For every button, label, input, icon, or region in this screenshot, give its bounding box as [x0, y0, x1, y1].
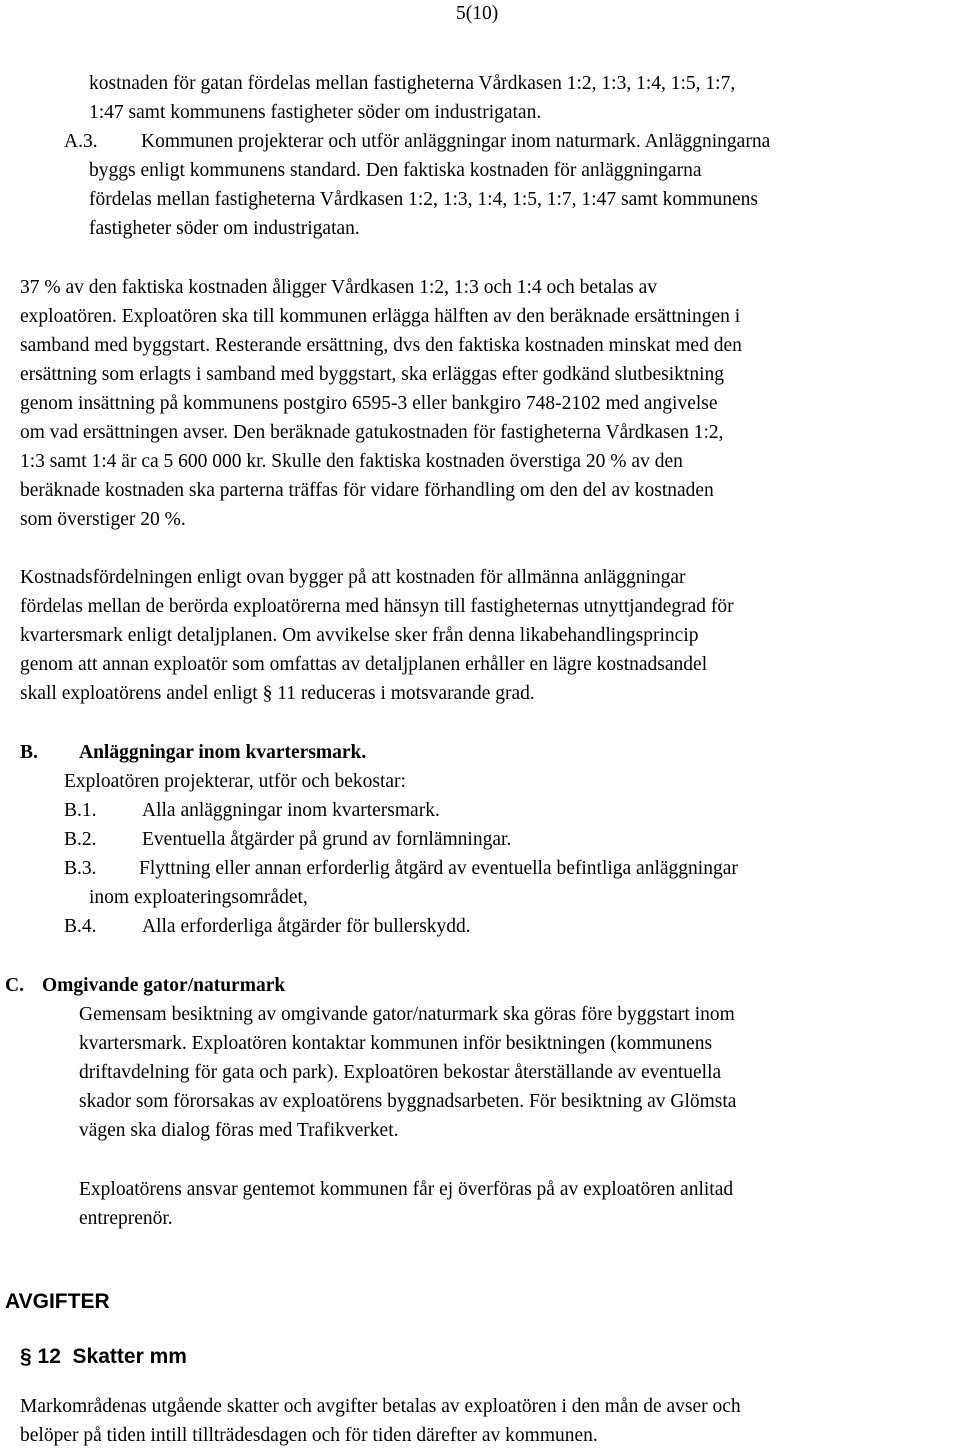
page-number: 5(10) — [456, 3, 499, 24]
text-line: 1:47 samt kommunens fastigheter söder om industrigatan. — [89, 102, 542, 123]
text-line: fastigheter söder om industrigatan. — [89, 218, 360, 239]
text-line: Kostnadsfördelningen enligt ovan bygger på att kostnaden för allmänna anläggningar — [20, 567, 686, 588]
text-line: genom insättning på kommunens postgiro 6595-3 eller bankgiro 748-2102 med angivelse — [20, 393, 718, 414]
text-line: om vad ersättningen avser. Den beräknade gatukostnaden för fastigheterna Vårdkasen 1:2, — [20, 422, 724, 443]
item-number: B.1. — [64, 800, 97, 821]
text-line: byggs enligt kommunens standard. Den faktiska kostnaden för anläggningarna — [89, 160, 702, 181]
paragraph-heading: § 12 Skatter mm — [20, 1345, 187, 1368]
item-text-continuation: inom exploateringsområdet, — [89, 887, 308, 908]
text-line: Kommunen projekterar och utför anläggningar inom naturmark. Anläggningarna — [141, 131, 771, 152]
item-number: B.3. — [64, 858, 97, 879]
item-text: Flyttning eller annan erforderlig åtgärd av eventuella befintliga anläggningar — [139, 858, 738, 879]
text-line: skador som förorsakas av exploatörens byggnadsarbeten. För besiktning av Glömsta — [79, 1091, 737, 1112]
text-line: kostnaden för gatan fördelas mellan fastigheterna Vårdkasen 1:2, 1:3, 1:4, 1:5, 1:7, — [89, 73, 736, 94]
text-line: Markområdenas utgående skatter och avgifter betalas av exploatören i den mån de avser och — [20, 1396, 741, 1417]
text-line: driftavdelning för gata och park). Exploatören bekostar återställande av eventuella — [79, 1062, 722, 1083]
text-line: fördelas mellan fastigheterna Vårdkasen 1:2, 1:3, 1:4, 1:5, 1:7, 1:47 samt kommunens — [89, 189, 759, 210]
section-title: Omgivande gator/naturmark — [42, 975, 286, 996]
text-line: Gemensam besiktning av omgivande gator/naturmark ska göras före byggstart inom — [79, 1004, 735, 1025]
text-line: fördelas mellan de berörda exploatörerna med hänsyn till fastigheternas utnyttjandegrad för — [20, 596, 734, 617]
item-text: Alla anläggningar inom kvartersmark. — [142, 800, 440, 821]
chapter-heading: AVGIFTER — [5, 1290, 110, 1313]
text-line: som överstiger 20 %. — [20, 509, 186, 530]
text-line: beräknade kostnaden ska parterna träffas för vidare förhandling om den del av kostnaden — [20, 480, 714, 501]
text-line: kvartersmark enligt detaljplanen. Om avvikelse sker från denna likabehandlingsprincip — [20, 625, 699, 646]
item-number: B.2. — [64, 829, 97, 850]
text-line: belöper på tiden intill tillträdesdagen och för tiden därefter av kommunen. — [20, 1425, 598, 1446]
item-number: A.3. — [64, 131, 98, 152]
text-line: samband med byggstart. Resterande ersättning, dvs den faktiska kostnaden minskat med den — [20, 335, 742, 356]
text-line: vägen ska dialog föras med Trafikverket. — [79, 1120, 399, 1141]
section-number: C. — [5, 975, 24, 996]
section-title: Anläggningar inom kvartersmark. — [79, 742, 367, 763]
text-line: exploatören. Exploatören ska till kommunen erlägga hälften av den beräknade ersättningen i — [20, 306, 741, 327]
text-line: ersättning som erlagts i samband med byggstart, ska erläggas efter godkänd slutbesiktning — [20, 364, 725, 385]
text-line: 37 % av den faktiska kostnaden åligger Vårdkasen 1:2, 1:3 och 1:4 och betalas av — [20, 277, 657, 298]
section-intro: Exploatören projekterar, utför och bekostar: — [64, 771, 406, 792]
text-line: 1:3 samt 1:4 är ca 5 600 000 kr. Skulle den faktiska kostnaden överstiga 20 % av den — [20, 451, 683, 472]
text-line: Exploatörens ansvar gentemot kommunen får ej överföras på av exploatören anlitad — [79, 1179, 734, 1200]
text-line: entreprenör. — [79, 1208, 173, 1229]
text-line: genom att annan exploatör som omfattas av detaljplanen erhåller en lägre kostnadsandel — [20, 654, 708, 675]
item-text: Alla erforderliga åtgärder för bullerskydd. — [142, 916, 471, 937]
item-number: B.4. — [64, 916, 97, 937]
text-line: kvartersmark. Exploatören kontaktar kommunen inför besiktningen (kommunens — [79, 1033, 713, 1054]
item-text: Eventuella åtgärder på grund av fornlämningar. — [142, 829, 512, 850]
section-number: B. — [20, 742, 38, 763]
text-line: skall exploatörens andel enligt § 11 reduceras i motsvarande grad. — [20, 683, 535, 704]
